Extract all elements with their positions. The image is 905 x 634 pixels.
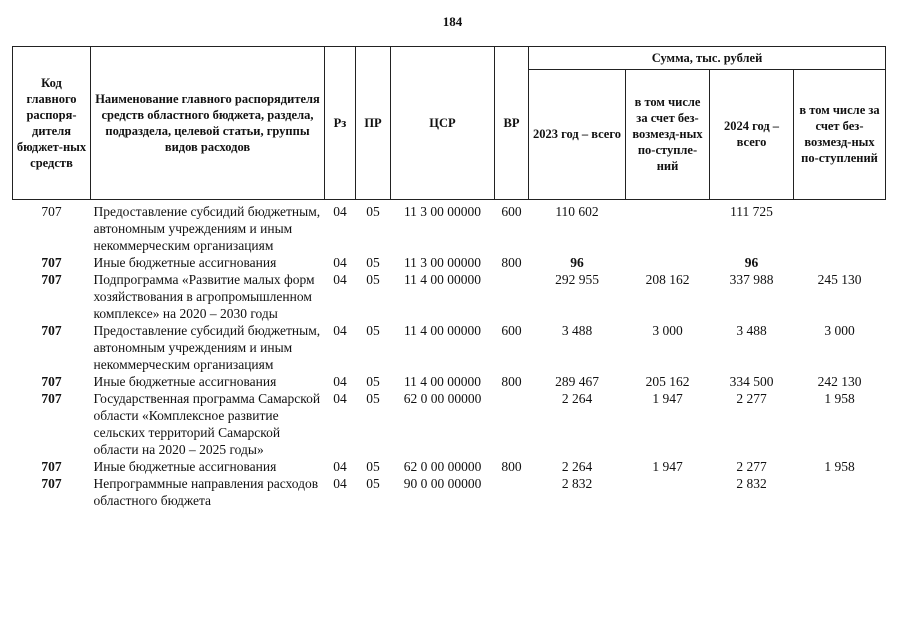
header-2024-free: в том числе за счет без-возмезд-ных по-ступлений [794,69,886,199]
header-2023-free: в том числе за счет без-возмезд-ных по-ступле-ний [626,69,710,199]
cell-2024-total: 2 832 [736,476,767,491]
cell-code: 707 [41,374,62,389]
cell-csr: 11 4 00 00000 [403,323,482,338]
cell-csr: 11 3 00 00000 [403,204,482,219]
cell-vr [495,271,529,322]
cell-name: Иные бюджетные ассигнования [93,374,277,389]
cell-csr: 62 0 00 00000 [403,391,482,406]
cell-rz: 04 [333,255,347,270]
cell-vr: 800 [501,459,522,474]
cell-pr: 05 [366,204,380,219]
header-name: Наименование главного распорядителя средств областного бюджета, раздела, подраздела, целевой статьи, группы видов расходов [91,47,325,200]
header-pr: ПР [356,47,391,200]
cell-2023-total: 2 264 [561,391,593,406]
cell-2023-total: 2 832 [561,476,593,491]
table-body [13,200,886,510]
cell-rz: 04 [333,323,347,338]
cell-2024-total: 2 277 [736,391,767,406]
cell-pr: 05 [366,459,380,474]
cell-vr: 800 [501,374,522,389]
table-row [13,254,886,271]
cell-2024-total: 3 488 [736,323,767,338]
cell-2024-total: 337 988 [729,272,774,287]
cell-2024-free: 3 000 [824,323,855,338]
cell-rz: 04 [333,391,347,406]
cell-code: 707 [41,476,62,491]
cell-2024-free: 245 130 [817,272,862,287]
cell-2023-total: 2 264 [561,459,593,474]
cell-pr: 05 [366,374,380,389]
cell-name: Подпрограмма «Развитие малых форм хозяйствования в агропромышленном комплексе» на 2020 – 2030 годы [93,272,315,321]
cell-rz: 04 [333,374,347,389]
cell-2024-free [794,200,886,255]
cell-name: Непрограммные направления расходов областного бюджета [93,476,319,508]
header-code: Код главного распоря-дителя бюджет-ных средств [13,47,91,200]
cell-vr [495,475,529,509]
cell-rz: 04 [333,476,347,491]
cell-2023-total: 292 955 [555,272,599,287]
cell-name: Государственная программа Самарской области «Комплексное развитие сельских территорий Самарской области на 2020 – 2025 годы» [93,391,321,457]
header-2024-total: 2024 год – всего [710,69,794,199]
cell-2023-free: 3 000 [652,323,683,338]
cell-2023-free [626,200,710,255]
cell-csr: 11 4 00 00000 [403,272,482,287]
cell-name: Иные бюджетные ассигнования [93,255,277,270]
cell-2024-total: 334 500 [729,374,774,389]
cell-name: Предоставление субсидий бюджетным, автономным учреждениям и иным некоммерческим организациям [93,323,321,372]
cell-name: Предоставление субсидий бюджетным, автономным учреждениям и иным некоммерческим организациям [93,204,321,253]
cell-2023-free: 1 947 [652,391,683,406]
cell-2024-free: 242 130 [817,374,862,389]
cell-2024-total: 111 725 [730,204,773,219]
header-2023-total: 2023 год – всего [529,69,626,199]
header-csr: ЦСР [391,47,495,200]
cell-rz: 04 [333,204,347,219]
header-sum-group: Сумма, тыс. рублей [529,47,886,70]
cell-code: 707 [41,255,62,270]
cell-pr: 05 [366,255,380,270]
cell-2024-total: 2 277 [736,459,767,474]
table-header [13,47,886,200]
header-rz: Рз [325,47,356,200]
table-row [13,271,886,322]
cell-pr: 05 [366,391,380,406]
page-number: 184 [442,14,463,29]
cell-2023-free [626,475,710,509]
table-row [13,373,886,390]
cell-code: 707 [41,272,62,287]
cell-2024-total: 96 [744,255,759,270]
cell-2024-free: 1 958 [824,459,855,474]
cell-code: 707 [41,459,62,474]
cell-2023-total: 289 467 [555,374,599,389]
cell-2024-free: 1 958 [824,391,855,406]
cell-2024-free [794,475,886,509]
cell-2023-total: 96 [570,255,584,270]
cell-vr: 600 [501,204,522,219]
cell-csr: 11 3 00 00000 [403,255,482,270]
header-vr: ВР [495,47,529,200]
cell-2023-free: 205 162 [645,374,690,389]
cell-code: 707 [41,204,62,219]
table-row [13,475,886,509]
cell-csr: 90 0 00 00000 [403,476,482,491]
cell-csr: 62 0 00 00000 [403,459,482,474]
cell-2023-total: 110 602 [555,204,599,219]
table-row [13,200,886,255]
budget-table [12,46,886,509]
cell-vr: 600 [501,323,522,338]
cell-rz: 04 [333,459,347,474]
table-row [13,458,886,475]
table-row [13,390,886,458]
cell-pr: 05 [366,323,380,338]
cell-vr: 800 [501,255,522,270]
cell-rz: 04 [333,272,347,287]
cell-2024-free [794,254,886,271]
cell-2023-free: 208 162 [645,272,690,287]
cell-2023-free: 1 947 [652,459,683,474]
cell-code: 707 [41,323,62,338]
table-row [13,322,886,373]
cell-2023-total: 3 488 [561,323,593,338]
cell-vr [495,390,529,458]
cell-pr: 05 [366,476,380,491]
cell-csr: 11 4 00 00000 [403,374,482,389]
cell-pr: 05 [366,272,380,287]
cell-name: Иные бюджетные ассигнования [93,459,277,474]
cell-2023-free [626,254,710,271]
cell-code: 707 [41,391,62,406]
